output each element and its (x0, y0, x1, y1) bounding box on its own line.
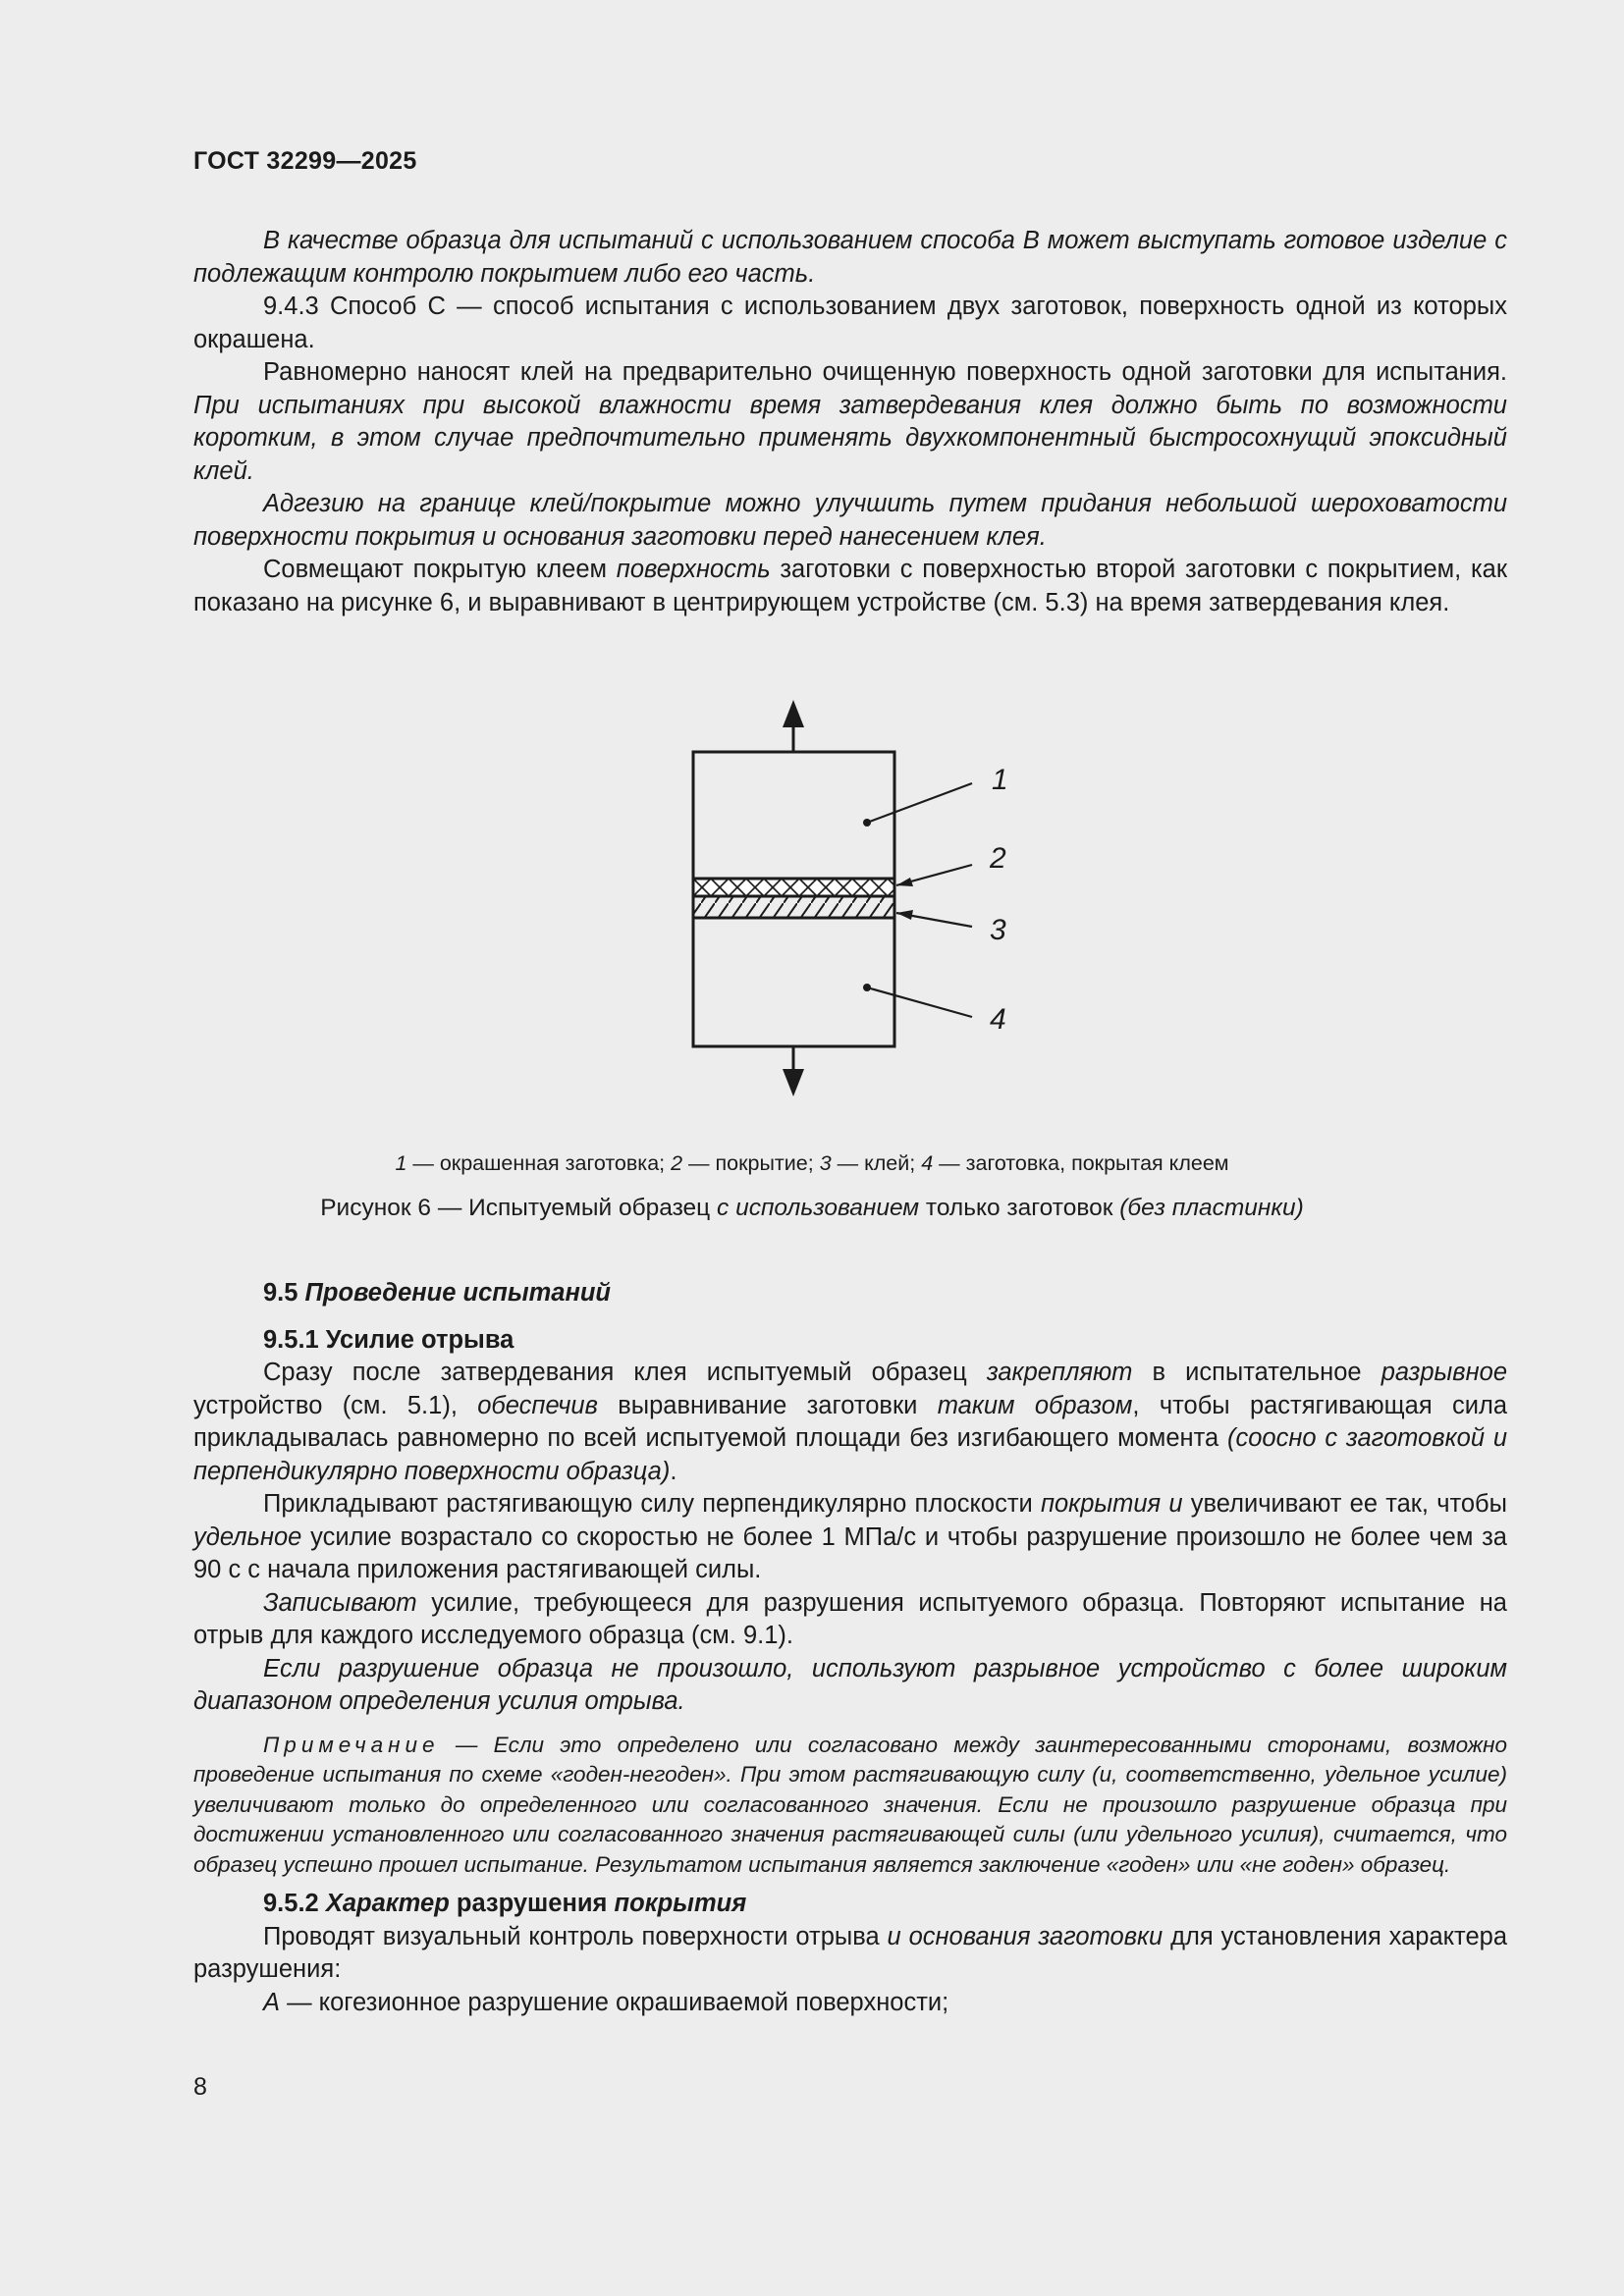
paragraph: Адгезию на границе клей/покрытие можно улучшить путем придания небольшой шероховатости поверхности покрытия и основания заготовки перед нанесением клея. (193, 490, 1507, 551)
paragraph: Если разрушение образца не произошло, используют разрывное устройство с более широким диапазоном определения усилия отрыва. (193, 1654, 1507, 1715)
paragraph-clause-9-4-3: 9.4.3 Способ С — способ испытания с использованием двух заготовок, поверхность одной из которых окрашена. (193, 293, 1507, 353)
text-run: обеспечив (477, 1391, 598, 1419)
figure-title: Рисунок 6 — Испытуемый образец с использованием только заготовок (без пластинки) (320, 1195, 1304, 1221)
callout-3: 3 (990, 914, 1006, 946)
text-run: , чтобы растягивающая сила прикладывалась равномерно по всей испытуемой площади без изгибающего момента (193, 1391, 1508, 1452)
text-run: 9.5.2 (263, 1890, 326, 1917)
paragraph (193, 1587, 1507, 1653)
text-run: Записывают (263, 1588, 417, 1617)
text-run: Сразу после затвердевания клея испытуемый образец (263, 1359, 987, 1386)
section-heading-9-5: 9.5 Проведение испытаний (263, 1279, 612, 1307)
text-block-bottom (193, 1277, 1507, 2019)
text-run: таким образом (937, 1391, 1133, 1419)
figure-legend: 1 — окрашенная заготовка; 2 — покрытие; 3 — клей; 4 — заготовка, покрытая клеем (395, 1151, 1229, 1175)
paragraph (193, 1357, 1507, 1488)
callout-2: 2 (990, 842, 1006, 875)
list-item: А — когезионное разрушение окрашиваемой поверхности; (263, 1988, 949, 2016)
document-header: ГОСТ 32299—2025 (193, 147, 417, 175)
paragraph: Равномерно наносят клей на предварительно очищенную поверхность одной заготовки для испытания. При испытаниях при высокой влажности время затвердевания клея должно быть по возможности коротким, в этом случае предпочтительно применять двухкомпонентный быстросохнущий эпоксидный клей. (193, 358, 1507, 485)
text-run: разрывное (1380, 1359, 1507, 1386)
text-run: Характер (325, 1890, 450, 1917)
text-run: устройство (см. 5.1), (193, 1391, 478, 1419)
page-number: 8 (193, 2073, 207, 2101)
text-run: Проводят визуальный контроль поверхности отрыва (263, 1922, 888, 1950)
leader-1 (867, 783, 972, 823)
callout-4: 4 (990, 1003, 1006, 1036)
coating-layer (693, 879, 894, 896)
text-run: усилие, требующееся для разрушения испытуемого образца. Повторяют испытание на отрыв для каждого исследуемого образца (см. 9.1). (193, 1588, 1507, 1649)
paragraph (193, 1921, 1507, 1987)
text-run: для установления характера разрушения: (193, 1922, 1508, 1983)
text-run: выравнивание заготовки (597, 1391, 938, 1419)
figure-6-diagram (0, 0, 1624, 1139)
force-arrow-down-icon (783, 1069, 804, 1096)
text-run: разрушения (449, 1890, 615, 1917)
text-run: покрытия и (1040, 1490, 1183, 1518)
text-run: и основания заготовки (887, 1922, 1164, 1950)
leader-4 (867, 988, 972, 1017)
paragraph (193, 1488, 1507, 1587)
force-arrow-up-icon (783, 700, 804, 727)
text-run: (соосно с заготовкой и перпендикулярно поверхности образца) (193, 1424, 1507, 1485)
section-heading-9-5-1: 9.5.1 Усилие отрыва (263, 1325, 514, 1354)
text-run: в испытательное (1132, 1359, 1381, 1386)
paragraph: Совмещают покрытую клеем поверхность заготовки с поверхностью второй заготовки с покрытием, как показано на рисунке 6, и выравнивают в центрирующем устройстве (см. 5.3) на время затвердевания клея. (193, 556, 1507, 616)
text-run: закрепляют (986, 1359, 1133, 1386)
text-run: покрытия (614, 1890, 747, 1917)
callout-1: 1 (992, 764, 1008, 796)
note-paragraph: Примечание — Если это определено или согласовано между заинтересованными сторонами, возможно проведение испытания по схеме «годен-негоден». При этом растягивающую силу (и, соответственно, удельное усилие) увеличивают только до определенного или согласованного значения. Если не произошло разрушение образца при достижении установленного или согласованного значения растягивающей силы (или удельного усилия), считается, что образец успешно прошел испытание. Результатом испытания является заключение «годен» или «не годен» образец. (193, 1732, 1507, 1877)
text-run: . (670, 1457, 677, 1485)
text-run: увеличивают ее так, чтобы (1182, 1490, 1507, 1518)
text-run: удельное (193, 1522, 302, 1551)
adhesive-layer (693, 896, 894, 918)
paragraph: В качестве образца для испытаний с использованием способа В может выступать готовое изделие с подлежащим контролю покрытием либо его часть. (193, 227, 1507, 288)
text-run: Прикладывают растягивающую силу перпендикулярно плоскости (263, 1490, 1041, 1518)
text-run: усилие возрастало со скоростью не более 1 МПа/с и чтобы разрушение произошло не более чем за 90 с с начала приложения растягивающей силы. (193, 1522, 1507, 1583)
section-heading-9-5-2 (193, 1888, 1507, 1921)
